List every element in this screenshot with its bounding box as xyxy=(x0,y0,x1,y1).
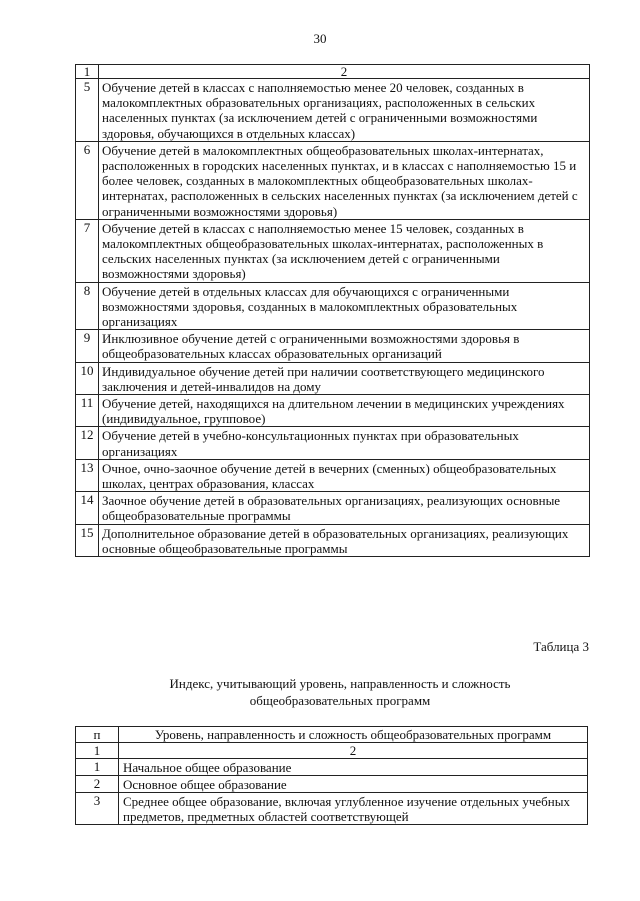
row-text: Обучение детей в классах с наполняемостью менее 20 человек, созданных в малокомплектных образовательных организациях, расположенных в сельских населенных пунктах (за исключением детей с ограниченными возможностями здоровья, обучающихся в отдельных классах) xyxy=(99,79,590,142)
table-caption: Таблица 3 xyxy=(533,639,589,654)
row-text: Очное, очно-заочное обучение детей в вечерних (сменных) общеобразовательных школах, центрах образования, классах xyxy=(99,459,590,491)
table-row xyxy=(76,776,588,793)
programs-table xyxy=(75,64,590,557)
row-number: 14 xyxy=(76,492,99,524)
row-number: 2 xyxy=(76,776,119,793)
column-header-n: п xyxy=(76,727,119,743)
table-row xyxy=(76,459,590,491)
row-text: Начальное общее образование xyxy=(119,759,588,776)
column-number-1: 1 xyxy=(76,65,99,79)
row-text: Обучение детей, находящихся на длительном лечении в медицинских учреждениях (индивидуальное, групповое) xyxy=(99,395,590,427)
row-text: Обучение детей в малокомплектных общеобразовательных школах-интернатах, расположенных в городских населенных пунктах, и в классах с наполняемостью 15 и более человек, созданных в малокомплектных общеобразовательных школах-интернатах, расположенных в сельских населенных пунктах (за исключением детей с ограниченными возможностями здоровья) xyxy=(99,141,590,219)
page-number: 30 xyxy=(313,31,327,46)
table-row xyxy=(76,427,590,459)
row-text: Индивидуальное обучение детей при наличии соответствующего медицинского заключения и детей-инвалидов на дому xyxy=(99,362,590,394)
row-number: 10 xyxy=(76,362,99,394)
row-text: Обучение детей в учебно-консультационных пунктах при образовательных организациях xyxy=(99,427,590,459)
column-number-2: 2 xyxy=(119,743,588,759)
row-text: Заочное обучение детей в образовательных организациях, реализующих основные общеобразовательные программы xyxy=(99,492,590,524)
row-number: 5 xyxy=(76,79,99,142)
table-header-row xyxy=(76,727,588,743)
table-row xyxy=(76,793,588,825)
row-text: Обучение детей в классах с наполняемостью менее 15 человек, созданных в малокомплектных общеобразовательных школах-интернатах, расположенных в сельских населенных пунктах (за исключением детей с ограниченными возможностями здоровья) xyxy=(99,219,590,282)
row-text: Обучение детей в отдельных классах для обучающихся с ограниченными возможностями здоровья, созданных в малокомплектных образовательных организациях xyxy=(99,282,590,330)
column-numbering-row xyxy=(76,743,588,759)
table-row xyxy=(76,362,590,394)
row-text: Основное общее образование xyxy=(119,776,588,793)
table-row xyxy=(76,330,590,362)
row-number: 13 xyxy=(76,459,99,491)
table-title-line-2: общеобразовательных программ xyxy=(249,693,431,708)
index-table xyxy=(75,726,588,825)
column-header-level: Уровень, направленность и сложность общеобразовательных программ xyxy=(119,727,588,743)
row-text: Среднее общее образование, включая углубленное изучение отдельных учебных предметов, предметных областей соответствующей xyxy=(119,793,588,825)
table-row xyxy=(76,395,590,427)
row-number: 15 xyxy=(76,524,99,556)
table-row xyxy=(76,219,590,282)
table-header-row xyxy=(76,65,590,79)
row-number: 6 xyxy=(76,141,99,219)
table-row xyxy=(76,79,590,142)
table-row xyxy=(76,141,590,219)
row-number: 7 xyxy=(76,219,99,282)
row-number: 8 xyxy=(76,282,99,330)
row-number: 12 xyxy=(76,427,99,459)
table-row xyxy=(76,282,590,330)
column-number-2: 2 xyxy=(99,65,590,79)
row-number: 1 xyxy=(76,759,119,776)
row-number: 3 xyxy=(76,793,119,825)
column-number-1: 1 xyxy=(76,743,119,759)
table-title-line-1: Индекс, учитывающий уровень, направленность и сложность xyxy=(169,676,511,691)
table-row xyxy=(76,492,590,524)
row-text: Инклюзивное обучение детей с ограниченными возможностями здоровья в общеобразовательных классах образовательных организаций xyxy=(99,330,590,362)
table-title xyxy=(130,675,550,709)
row-text: Дополнительное образование детей в образовательных организациях, реализующих основные общеобразовательные программы xyxy=(99,524,590,556)
table-row xyxy=(76,524,590,556)
row-number: 11 xyxy=(76,395,99,427)
table-row xyxy=(76,759,588,776)
row-number: 9 xyxy=(76,330,99,362)
